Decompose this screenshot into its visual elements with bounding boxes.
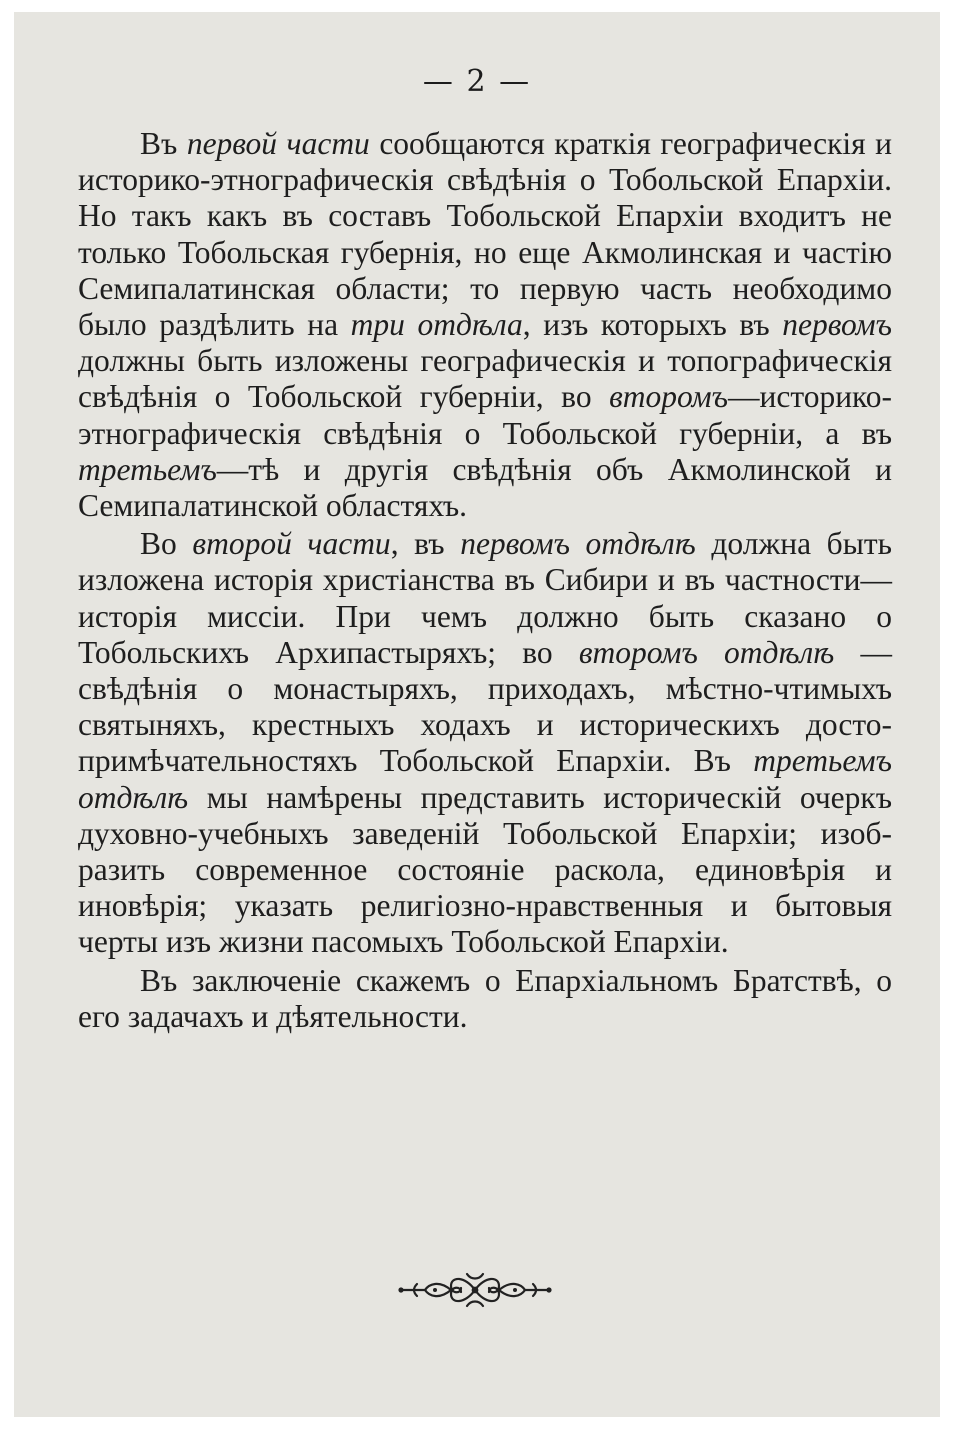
body-text-run: —тѣ и другія свѣдѣнія объ Акмолинской и Семипалатинской областяхъ.	[78, 451, 892, 524]
emphasis-text: третьемъ отдѣлѣ	[78, 743, 892, 815]
emphasis-text: три отдѣла	[350, 307, 523, 343]
body-text-run: сообщаются краткія географическія и историко-этнографическія свѣдѣнія о Тобольской Епархіи. Но такъ какъ въ составъ Тобольской Епархіи входитъ не только Тобольская губернія, но еще Акмолинская и частію Семипалатинская области; то первую часть необходимо было раздѣлить на	[78, 126, 892, 343]
paragraph	[78, 126, 892, 524]
body-text-run: —свѣдѣнія о монастыряхъ, приходахъ, мѣстно-чтимыхъ святыняхъ, крестныхъ ходахъ и историческихъ достопримѣчательностяхъ Тобольской Епархіи. Въ	[78, 634, 892, 779]
emphasis-text: второмъ	[609, 379, 728, 415]
body-text-run: должна быть изложена исторія христіанства въ Сибири и въ частности—исторія миссіи. При чемъ должно быть сказано о Тобольскихъ Архипастыряхъ; во	[78, 526, 892, 670]
body-text-run: должны быть изложены географическія и топографическія свѣдѣнія о Тобольской губерніи, во	[78, 343, 892, 415]
body-text-run: Въ заключеніе скажемъ о Епархіальномъ Братствѣ, о его задачахъ и дѣятельности.	[78, 962, 892, 1034]
body-text-run: Во	[140, 526, 193, 562]
emphasis-text: первомъ отдѣлѣ	[460, 526, 696, 562]
emphasis-text: первомъ	[782, 307, 893, 343]
body-text-run: мы намѣрены представить историческій очеркъ духовно-учебныхъ заведеній Тобольской Епархіи; изобразить современное состояніе раскола, единовѣрія и иновѣрія; указать религіозно-нравственныя и бытовыя черты изъ жизни пасомыхъ Тобольской Епархіи.	[78, 779, 892, 960]
body-text-run: —историко-этнографическія свѣдѣнія о Тобольской губерніи, а въ	[78, 379, 892, 451]
paragraph	[78, 963, 892, 1035]
body-text-run: , изъ которыхъ въ	[522, 307, 783, 343]
paragraph	[78, 526, 892, 960]
body-text	[78, 126, 892, 1035]
emphasis-text: второй части	[192, 526, 391, 562]
page-number: — 2 —	[422, 64, 532, 99]
emphasis-text: третьемъ	[78, 451, 217, 487]
emphasis-text: второмъ отдѣлѣ	[578, 634, 835, 670]
book-page	[14, 12, 940, 1417]
emphasis-text: первой части	[186, 126, 370, 161]
body-text-run: , въ	[390, 526, 461, 562]
body-text-run: Въ	[140, 126, 187, 161]
decorative-ornament-icon	[395, 1270, 555, 1310]
